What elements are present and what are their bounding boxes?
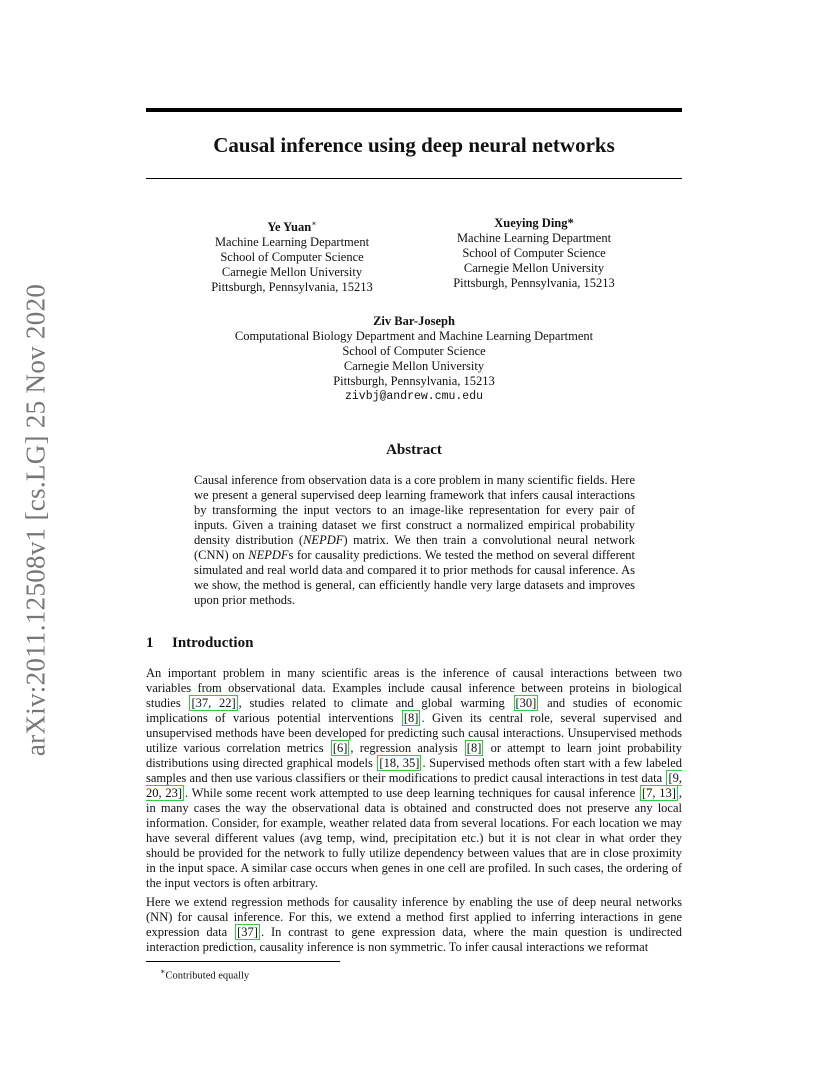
author-affiliation: Computational Biology Department and Machine Learning Department [234, 329, 594, 343]
math-nepdf: NEPDF [303, 533, 344, 547]
abstract-text [194, 473, 635, 608]
text-segment: . While some recent work attempted to use deep learning techniques for causal inference [185, 786, 639, 800]
text-segment: or attempt to learn joint probability distributions using directed graphical models [146, 741, 682, 770]
author-name: Ye Yuan [267, 220, 312, 235]
citation-link[interactable]: [8] [466, 741, 482, 755]
author-affiliation: Machine Learning Department [456, 231, 612, 245]
text-segment: . Supervised methods often start with a few labeled samples and then use various classifiers or their modifications to predict causal interactions in test data [146, 756, 682, 785]
text-segment: , regression analysis [350, 741, 464, 755]
author-affiliation: Machine Learning Department [214, 235, 370, 250]
arxiv-identifier: arXiv:2011.12508v1 [cs.LG] 25 Nov 2020 [20, 283, 51, 757]
author-address: Pittsburgh, Pennsylvania, 15213 [453, 276, 615, 290]
text-segment: , in many cases the way the observational data is obtained and constructed does not preserve any local information. Consider, for example, weather related data from several locations. For each location we may have several different values (avg temp, wind, precipitation etc.) but it is not clear in what order they should be provided for the network to fully utilize dependency between values that are in close proximity in the input space. A similar case occurs when genes in one cell are profiled. In such cases, the ordering of the input vectors is often arbitrary. [146, 786, 682, 890]
text-segment: . In contrast to gene expression data, where the main question is undirected interaction prediction, causality inference is non symmetric. To infer causal interactions we reformat [146, 925, 682, 954]
footnote [160, 965, 249, 983]
text-segment: An important problem in many scientific areas is the inference of causal interactions between two variables from observational data. Examples include causal inference between proteins in biological studies [146, 666, 682, 710]
citation-link[interactable]: [37, 22] [191, 696, 236, 710]
author-address: Pittsburgh, Pennsylvania, 15213 [333, 374, 495, 388]
citation-link[interactable]: [37] [237, 925, 258, 939]
author-affiliation: School of Computer Science [342, 344, 486, 358]
citation-link[interactable]: [8] [403, 711, 419, 725]
abstract-segment: ) matrix. We then train a convolutional neural network (CNN) on [194, 533, 635, 562]
abstract-heading: Abstract [386, 442, 442, 458]
author-name: Ziv Bar-Joseph [373, 314, 455, 328]
footnote-divider [146, 961, 340, 962]
text-segment: , studies related to climate and global warming [238, 696, 513, 710]
citation-link[interactable]: [30] [515, 696, 537, 710]
citation-link[interactable]: [7, 13] [641, 786, 676, 800]
title-top-rule [146, 108, 682, 112]
citation-link[interactable]: [6] [332, 741, 348, 755]
section-number: 1 [146, 635, 154, 651]
author-block-3 [164, 314, 664, 404]
footnote-text: Contributed equally [165, 970, 250, 982]
author-affiliation: Carnegie Mellon University [221, 265, 363, 280]
author-block-1 [182, 216, 402, 295]
title-bottom-rule [146, 178, 682, 179]
abstract-segment: s for causality predictions. We tested the method on several different simulated and real world data and compared it to prior methods for causal inference. As we show, the method is general, can efficiently handle very large datasets and improves upon prior methods. [194, 548, 636, 607]
author-affiliation: Carnegie Mellon University [343, 359, 485, 373]
intro-paragraph-2 [146, 895, 682, 955]
author-name: Xueying Ding* [494, 216, 574, 230]
author-affiliation: School of Computer Science [220, 250, 364, 265]
text-segment: and studies of economic implications of various potential interventions [146, 696, 683, 725]
math-nepdf: NEPDF [248, 548, 289, 562]
section-title: Introduction [172, 635, 254, 651]
author-footnote-mark: ∗ [311, 219, 317, 228]
paper-title: Causal inference using deep neural networks [213, 133, 615, 157]
section-heading [146, 633, 253, 653]
author-email[interactable]: zivbj@andrew.cmu.edu [344, 390, 484, 403]
author-affiliation: Carnegie Mellon University [463, 261, 605, 275]
citation-link[interactable]: [9, 20, 23] [146, 771, 682, 800]
intro-paragraph-1 [146, 666, 682, 891]
text-segment: Here we extend regression methods for causality inference by enabling the use of deep neural networks (NN) for causal inference. For this, we extend a method first applied to inferring interactions in gene expression data [146, 895, 682, 939]
citation-link[interactable]: [18, 35] [379, 756, 420, 770]
author-address: Pittsburgh, Pennsylvania, 15213 [211, 280, 373, 295]
author-block-2 [424, 216, 644, 291]
author-affiliation: School of Computer Science [462, 246, 606, 260]
footnote-mark: ∗ [160, 967, 166, 976]
abstract-segment: Causal inference from observation data is a core problem in many scientific fields. Here we present a general supervised deep learning framework that infers causal interactions by transforming the input vectors to an image-like representation for every pair of inputs. Given a training dataset we first construct a normalized empirical probability density distribution ( [194, 473, 635, 547]
text-segment: . Given its central role, several supervised and unsupervised methods have been developed for predicting such causal interactions. Unsupervised methods utilize various correlation metrics [146, 711, 682, 755]
